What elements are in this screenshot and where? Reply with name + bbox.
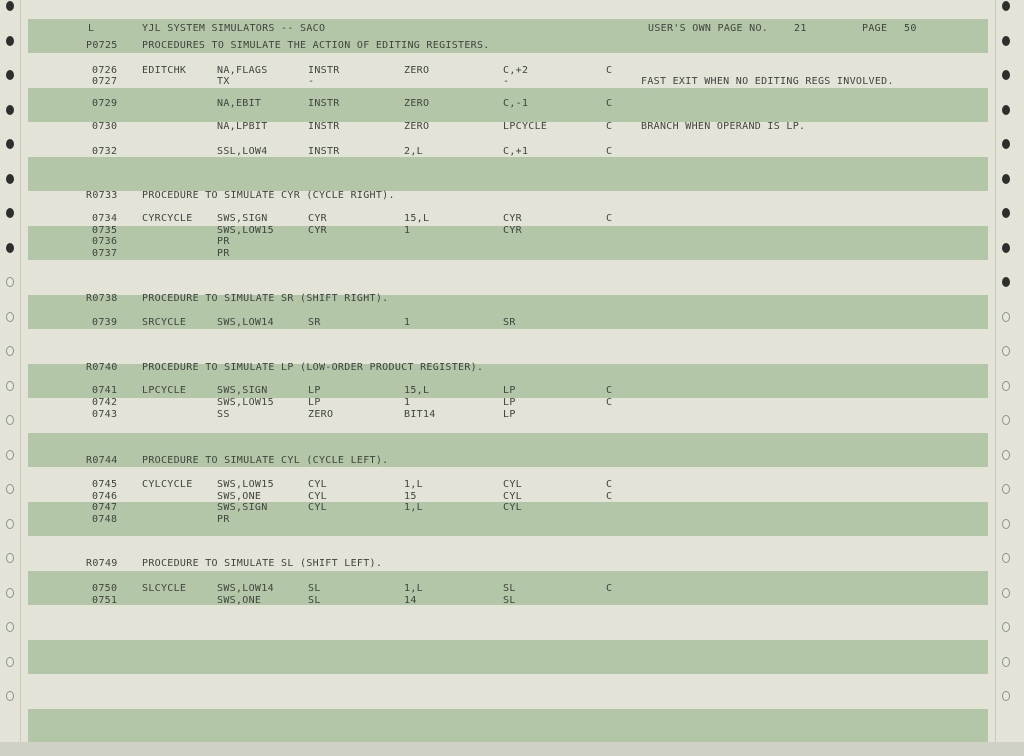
green-bar-stripe — [28, 709, 988, 743]
line-op4: CYL — [503, 479, 522, 490]
feed-hole — [1002, 312, 1010, 322]
procedure-title: PROCEDURE TO SIMULATE SR (SHIFT RIGHT). — [142, 293, 389, 304]
feed-hole — [6, 208, 14, 218]
feed-hole — [6, 691, 14, 701]
line-op1: SWS,SIGN — [217, 502, 268, 513]
line-flag: C — [606, 65, 613, 76]
feed-hole — [1002, 622, 1010, 632]
line-op1: NA,LPBIT — [217, 121, 268, 132]
line-op4: LP — [503, 397, 516, 408]
line-op4: CYL — [503, 491, 522, 502]
line-op4: CYR — [503, 225, 522, 236]
line-op4: LP — [503, 385, 516, 396]
line-op3: 2,L — [404, 146, 423, 157]
line-op2: CYR — [308, 225, 327, 236]
line-op2: CYL — [308, 502, 327, 513]
line-op3: ZERO — [404, 98, 430, 109]
line-op1: SWS,LOW14 — [217, 317, 274, 328]
line-op2: INSTR — [308, 65, 340, 76]
feed-hole — [1002, 277, 1010, 287]
procedure-id: P0725 — [86, 40, 118, 51]
line-label: SLCYCLE — [142, 583, 187, 594]
line-flag: C — [606, 98, 613, 109]
line-op4: C,-1 — [503, 98, 529, 109]
line-op1: SSL,LOW4 — [217, 146, 268, 157]
procedure-id: R0744 — [86, 455, 118, 466]
report-title: YJL SYSTEM SIMULATORS -- SACO — [142, 23, 326, 34]
left-tear-line — [20, 0, 21, 742]
feed-hole — [6, 588, 14, 598]
line-seq: 0734 — [92, 213, 118, 224]
user-page-number: 21 — [794, 23, 807, 34]
feed-hole — [1002, 381, 1010, 391]
feed-hole — [6, 1, 14, 11]
line-op2: INSTR — [308, 146, 340, 157]
feed-hole — [6, 243, 14, 253]
line-seq: 0743 — [92, 409, 118, 420]
line-seq: 0737 — [92, 248, 118, 259]
line-op1: SWS,LOW15 — [217, 479, 274, 490]
line-op1: SWS,LOW15 — [217, 397, 274, 408]
green-bar-stripe — [28, 157, 988, 191]
line-op3: ZERO — [404, 121, 430, 132]
feed-hole — [6, 70, 14, 80]
line-seq: 0729 — [92, 98, 118, 109]
feed-hole — [1002, 519, 1010, 529]
page-label: PAGE — [862, 23, 888, 34]
feed-hole — [1002, 588, 1010, 598]
procedure-id: R0740 — [86, 362, 118, 373]
line-op2: ZERO — [308, 409, 334, 420]
line-op4: C,+2 — [503, 65, 529, 76]
line-op1: SS — [217, 409, 230, 420]
feed-hole — [1002, 450, 1010, 460]
line-comment: FAST EXIT WHEN NO EDITING REGS INVOLVED. — [641, 76, 894, 87]
line-op2: SL — [308, 583, 321, 594]
feed-hole — [1002, 1, 1010, 11]
line-seq: 0732 — [92, 146, 118, 157]
line-op1: SWS,LOW14 — [217, 583, 274, 594]
line-seq: 0741 — [92, 385, 118, 396]
line-flag: C — [606, 491, 613, 502]
line-seq: 0739 — [92, 317, 118, 328]
feed-hole — [6, 415, 14, 425]
line-seq: 0736 — [92, 236, 118, 247]
procedure-title: PROCEDURE TO SIMULATE SL (SHIFT LEFT). — [142, 558, 383, 569]
line-op4: CYL — [503, 502, 522, 513]
feed-hole — [1002, 691, 1010, 701]
feed-hole — [6, 174, 14, 184]
feed-hole — [6, 657, 14, 667]
procedure-title: PROCEDURES TO SIMULATE THE ACTION OF EDITING REGISTERS. — [142, 40, 490, 51]
procedure-title: PROCEDURE TO SIMULATE LP (LOW-ORDER PRODUCT REGISTER). — [142, 362, 484, 373]
line-op1: SWS,SIGN — [217, 385, 268, 396]
feed-hole — [6, 450, 14, 460]
line-op1: NA,FLAGS — [217, 65, 268, 76]
line-op1: PR — [217, 248, 230, 259]
feed-hole — [1002, 243, 1010, 253]
line-op3: 1,L — [404, 502, 423, 513]
procedure-title: PROCEDURE TO SIMULATE CYR (CYCLE RIGHT). — [142, 190, 395, 201]
line-op3: ZERO — [404, 65, 430, 76]
line-flag: C — [606, 121, 613, 132]
line-seq: 0751 — [92, 595, 118, 606]
line-seq: 0726 — [92, 65, 118, 76]
procedure-id: R0749 — [86, 558, 118, 569]
line-op4: SL — [503, 595, 516, 606]
feed-hole — [6, 346, 14, 356]
feed-hole — [1002, 36, 1010, 46]
line-op3: 15,L — [404, 385, 430, 396]
line-op3: 15,L — [404, 213, 430, 224]
line-op3: 1 — [404, 397, 411, 408]
line-op3: 15 — [404, 491, 417, 502]
line-op2: LP — [308, 385, 321, 396]
feed-hole — [6, 277, 14, 287]
feed-hole — [1002, 346, 1010, 356]
feed-hole — [1002, 70, 1010, 80]
feed-hole — [6, 484, 14, 494]
line-op2: CYL — [308, 479, 327, 490]
line-op3: 1,L — [404, 583, 423, 594]
line-seq: 0747 — [92, 502, 118, 513]
line-op1: NA,EBIT — [217, 98, 262, 109]
line-flag: C — [606, 385, 613, 396]
feed-hole — [1002, 208, 1010, 218]
feed-hole — [6, 312, 14, 322]
line-seq: 0750 — [92, 583, 118, 594]
line-op1: SWS,ONE — [217, 595, 262, 606]
line-seq: 0735 — [92, 225, 118, 236]
line-seq: 0742 — [92, 397, 118, 408]
feed-hole — [6, 36, 14, 46]
line-flag: C — [606, 213, 613, 224]
line-op4: CYR — [503, 213, 522, 224]
line-seq: 0746 — [92, 491, 118, 502]
feed-hole — [1002, 139, 1010, 149]
line-op2: CYL — [308, 491, 327, 502]
line-seq: 0727 — [92, 76, 118, 87]
line-flag: C — [606, 146, 613, 157]
line-op1: PR — [217, 236, 230, 247]
line-label: CYLCYCLE — [142, 479, 193, 490]
line-op2: SR — [308, 317, 321, 328]
feed-hole — [6, 519, 14, 529]
line-op2: CYR — [308, 213, 327, 224]
line-op3: 14 — [404, 595, 417, 606]
line-op4: LP — [503, 409, 516, 420]
line-op1: PR — [217, 514, 230, 525]
line-flag: C — [606, 583, 613, 594]
line-flag: C — [606, 479, 613, 490]
feed-hole — [6, 105, 14, 115]
feed-hole — [1002, 105, 1010, 115]
line-op3: 1 — [404, 225, 411, 236]
procedure-title: PROCEDURE TO SIMULATE CYL (CYCLE LEFT). — [142, 455, 389, 466]
line-op4: LPCYCLE — [503, 121, 548, 132]
header-l: L — [88, 23, 95, 34]
line-label: CYRCYCLE — [142, 213, 193, 224]
line-op1: SWS,SIGN — [217, 213, 268, 224]
feed-hole — [6, 139, 14, 149]
line-op2: LP — [308, 397, 321, 408]
line-op3: 1 — [404, 317, 411, 328]
line-seq: 0730 — [92, 121, 118, 132]
line-op4: SR — [503, 317, 516, 328]
feed-hole — [1002, 484, 1010, 494]
line-op4: C,+1 — [503, 146, 529, 157]
green-bar-stripe — [28, 640, 988, 674]
feed-hole — [6, 553, 14, 563]
user-page-label: USER'S OWN PAGE NO. — [648, 23, 769, 34]
line-comment: BRANCH WHEN OPERAND IS LP. — [641, 121, 806, 132]
feed-hole — [6, 622, 14, 632]
right-tear-line — [995, 0, 996, 742]
feed-hole — [1002, 657, 1010, 667]
line-op4: - — [503, 76, 510, 87]
line-op3: BIT14 — [404, 409, 436, 420]
line-seq: 0748 — [92, 514, 118, 525]
procedure-id: R0738 — [86, 293, 118, 304]
procedure-id: R0733 — [86, 190, 118, 201]
line-label: EDITCHK — [142, 65, 187, 76]
line-op2: SL — [308, 595, 321, 606]
feed-hole — [1002, 174, 1010, 184]
line-op2: INSTR — [308, 121, 340, 132]
line-op1: TX — [217, 76, 230, 87]
line-flag: C — [606, 397, 613, 408]
line-op4: SL — [503, 583, 516, 594]
feed-hole — [6, 381, 14, 391]
line-op2: - — [308, 76, 315, 87]
line-seq: 0745 — [92, 479, 118, 490]
line-label: SRCYCLE — [142, 317, 187, 328]
page-number: 50 — [904, 23, 917, 34]
line-op1: SWS,LOW15 — [217, 225, 274, 236]
line-op1: SWS,ONE — [217, 491, 262, 502]
line-label: LPCYCLE — [142, 385, 187, 396]
feed-hole — [1002, 553, 1010, 563]
line-op2: INSTR — [308, 98, 340, 109]
page-bottom-edge — [0, 742, 1024, 756]
line-op3: 1,L — [404, 479, 423, 490]
feed-hole — [1002, 415, 1010, 425]
